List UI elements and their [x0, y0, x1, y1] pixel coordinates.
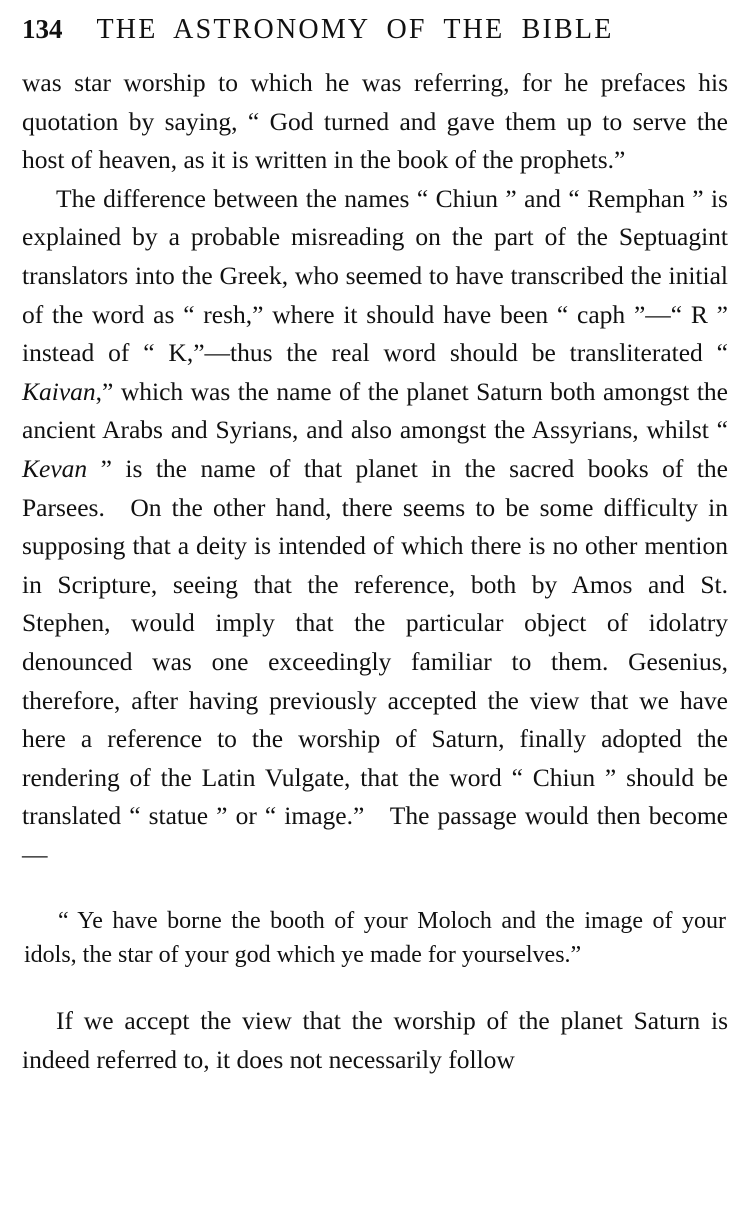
paragraph-text-part-c: ” is the name of that planet in the sacred books of the Parsees. On the other hand, there seems to be some difficulty in supposing that a deity is intended of which there is no other mention in Scripture, seeing that the reference, both by Amos and St. Stephen, would imply that the particular object of idolatry denounced was one exceedingly familiar to them. Gesenius, therefore, after having previously accepted the view that we have here a reference to the worship of Saturn, finally adopted the rendering of the Latin Vulgate, that the word “ Chiun ” should be translated “ statue ” or “ image.” The passage would then become—: [22, 453, 728, 869]
paragraph-continued: [22, 64, 728, 180]
paragraph-text: If we accept the view that the worship of the planet Saturn is indeed referred to, it does not necessarily follow: [22, 1006, 728, 1075]
running-head-title: THE ASTRONOMY OF THE BIBLE: [96, 14, 614, 45]
paragraph-text-part-b: ,” which was the name of the planet Saturn both amongst the ancient Arabs and Syrians, and also amongst the Assyrians, whilst “: [22, 376, 728, 445]
paragraph-final: [22, 1002, 728, 1079]
paragraph-text-part-a: The difference between the names “ Chiun ” and “ Remphan ” is explained by a probable misreading on the part of the Septuagint translators into the Greek, who seemed to have transcribed the initial of the word as “ resh,” where it should have been “ caph ”—“ R ” instead of “ K,”—thus the real word should be transliterated “: [22, 183, 728, 368]
running-head: [22, 14, 728, 46]
block-quote-text: “ Ye have borne the booth of your Moloch and the image of your idols, the star of your god which ye made for yourselves.”: [24, 908, 726, 969]
paragraph-chiun-remphan: [22, 180, 728, 875]
paragraph-text: was star worship to which he was referring, for he prefaces his quotation by saying, “ God turned and gave them up to serve the host of heaven, as it is written in the book of the prophets.”: [22, 68, 728, 175]
italic-word-kaivan: Kaivan: [22, 376, 96, 406]
italic-word-kevan: Kevan: [22, 453, 88, 483]
block-quote: [22, 904, 728, 972]
page-number: 134: [22, 14, 63, 44]
body-text: [22, 64, 728, 1080]
